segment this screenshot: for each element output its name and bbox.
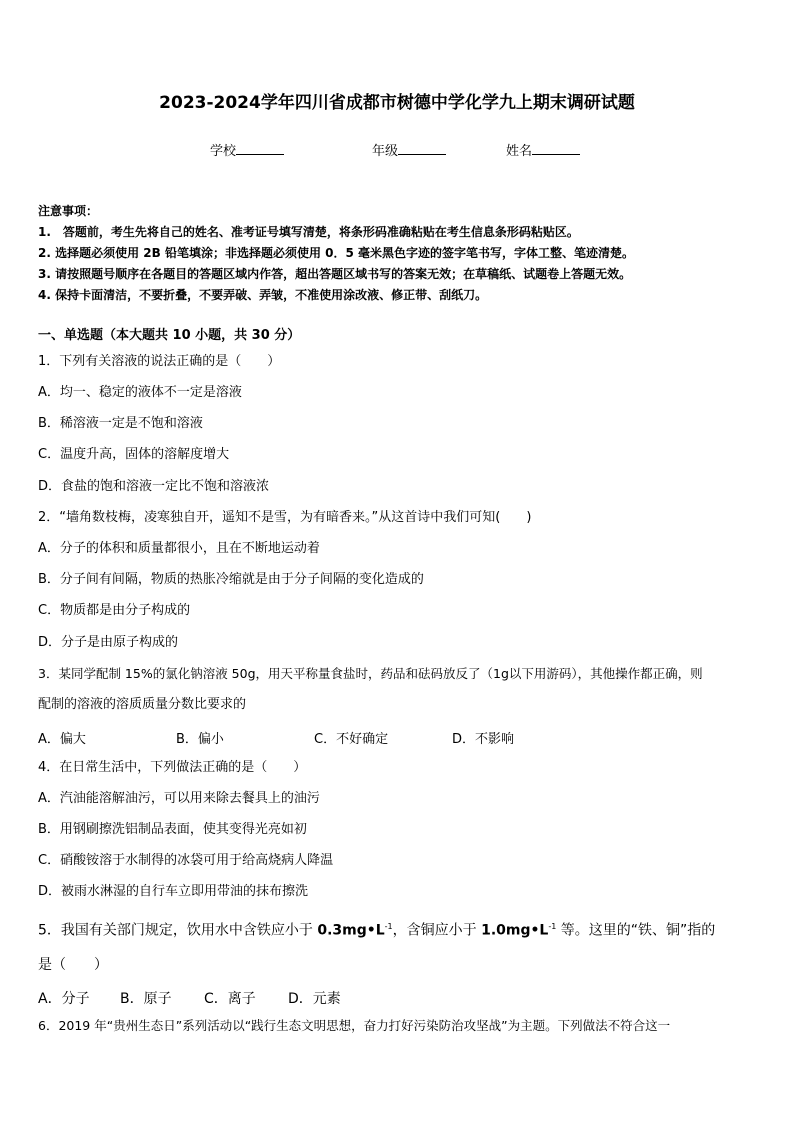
question-1-stem: 1．下列有关溶液的说法正确的是（ ）: [38, 354, 281, 369]
notes-heading: 注意事项：: [38, 204, 99, 218]
question-4-option-c: C．硝酸铵溶于水制得的冰袋可用于给高烧病人降温: [38, 853, 334, 868]
grade-field: [372, 140, 446, 159]
school-field: [210, 140, 284, 159]
question-4-stem: 4．在日常生活中，下列做法正确的是（ ）: [38, 760, 307, 775]
question-5-option-b: B．原子: [120, 991, 172, 1007]
question-2-stem: 2．“墙角数枝梅，凌寒独自开，遥知不是雪，为有暗香来。”从这首诗中我们可知( ): [38, 510, 532, 525]
copper-limit-value: 1.0mg•L: [481, 922, 549, 939]
question-5-option-c: C．离子: [204, 991, 256, 1007]
name-field: [506, 140, 580, 159]
name-blank: [532, 142, 580, 155]
question-3-stem: 3．某同学配制 15%的氯化钠溶液 50g，用天平称量食盐时，药品和砝码放反了（1g以下用游码），其他操作都正确，则: [38, 666, 703, 681]
question-3-option-b: B．偏小: [176, 732, 224, 747]
name-label: 姓名: [506, 144, 533, 159]
iron-limit-value: 0.3mg•L: [317, 922, 385, 939]
question-2-option-b: B．分子间有间隔，物质的热胀冷缩就是由于分子间隔的变化造成的: [38, 572, 424, 587]
copper-limit-exponent: -1: [548, 922, 557, 931]
question-5-stem-part: 5．我国有关部门规定，饮用水中含铁应小于: [38, 922, 318, 939]
grade-label: 年级: [372, 144, 399, 159]
question-3-option-d: D．不影响: [452, 732, 515, 747]
question-2-option-d: D．分子是由原子构成的: [38, 635, 179, 650]
question-1-option-c: C．温度升高，固体的溶解度增大: [38, 447, 230, 462]
school-blank: [236, 142, 284, 155]
note-item: 2. 选择题必须使用 2B 铅笔填涂；非选择题必须使用 0．5 毫米黑色字迹的签字笔书写，字体工整、笔迹清楚。: [38, 246, 634, 260]
note-item: 4. 保持卡面清洁，不要折叠，不要弄破、弄皱，不准使用涂改液、修正带、刮纸刀。: [38, 288, 488, 302]
question-6-stem: 6．2019 年“贵州生态日”系列活动以“践行生态文明思想，奋力打好污染防治攻坚战”为主题。下列做法不符合这一: [38, 1018, 671, 1033]
note-item: 1. 答题前，考生先将自己的姓名、准考证号填写清楚，将条形码准确粘贴在考生信息条形码粘贴区。: [38, 225, 579, 239]
question-5-stem-part: 等。这里的“铁、铜”指的: [556, 922, 716, 939]
question-3-option-c: C．不好确定: [314, 732, 389, 747]
page-title: 2023-2024学年四川省成都市树德中学化学九上期末调研试题: [159, 93, 635, 113]
question-1-option-b: B．稀溶液一定是不饱和溶液: [38, 416, 203, 431]
iron-limit-exponent: -1: [384, 922, 393, 931]
note-item: 3. 请按照题号顺序在各题目的答题区域内作答，超出答题区域书写的答案无效；在草稿纸、试题卷上答题无效。: [38, 267, 632, 281]
question-1-option-d: D．食盐的饱和溶液一定比不饱和溶液浓: [38, 479, 270, 494]
question-3-option-a: A．偏大: [38, 732, 86, 747]
question-1-option-a: A．均一、稳定的液体不一定是溶液: [38, 385, 242, 400]
school-label: 学校: [210, 144, 237, 159]
question-2-option-c: C．物质都是由分子构成的: [38, 603, 191, 618]
question-5-stem-continued: 是（ ）: [38, 957, 108, 973]
question-5-option-d: D．元素: [288, 991, 341, 1007]
question-5-stem-part: ，含铜应小于: [392, 922, 482, 939]
question-5-stem: [38, 919, 715, 939]
question-4-option-a: A．汽油能溶解油污，可以用来除去餐具上的油污: [38, 791, 320, 806]
question-2-option-a: A．分子的体积和质量都很小，且在不断地运动着: [38, 541, 320, 556]
section-heading: 一、单选题（本大题共 10 小题，共 30 分）: [38, 328, 301, 343]
grade-blank: [398, 142, 446, 155]
question-4-option-d: D．被雨水淋湿的自行车立即用带油的抹布擦洗: [38, 884, 309, 899]
question-5-option-a: A．分子: [38, 991, 90, 1007]
question-3-stem-continued: 配制的溶液的溶质质量分数比要求的: [38, 697, 247, 712]
question-4-option-b: B．用钢刷擦洗铝制品表面，使其变得光亮如初: [38, 822, 307, 837]
